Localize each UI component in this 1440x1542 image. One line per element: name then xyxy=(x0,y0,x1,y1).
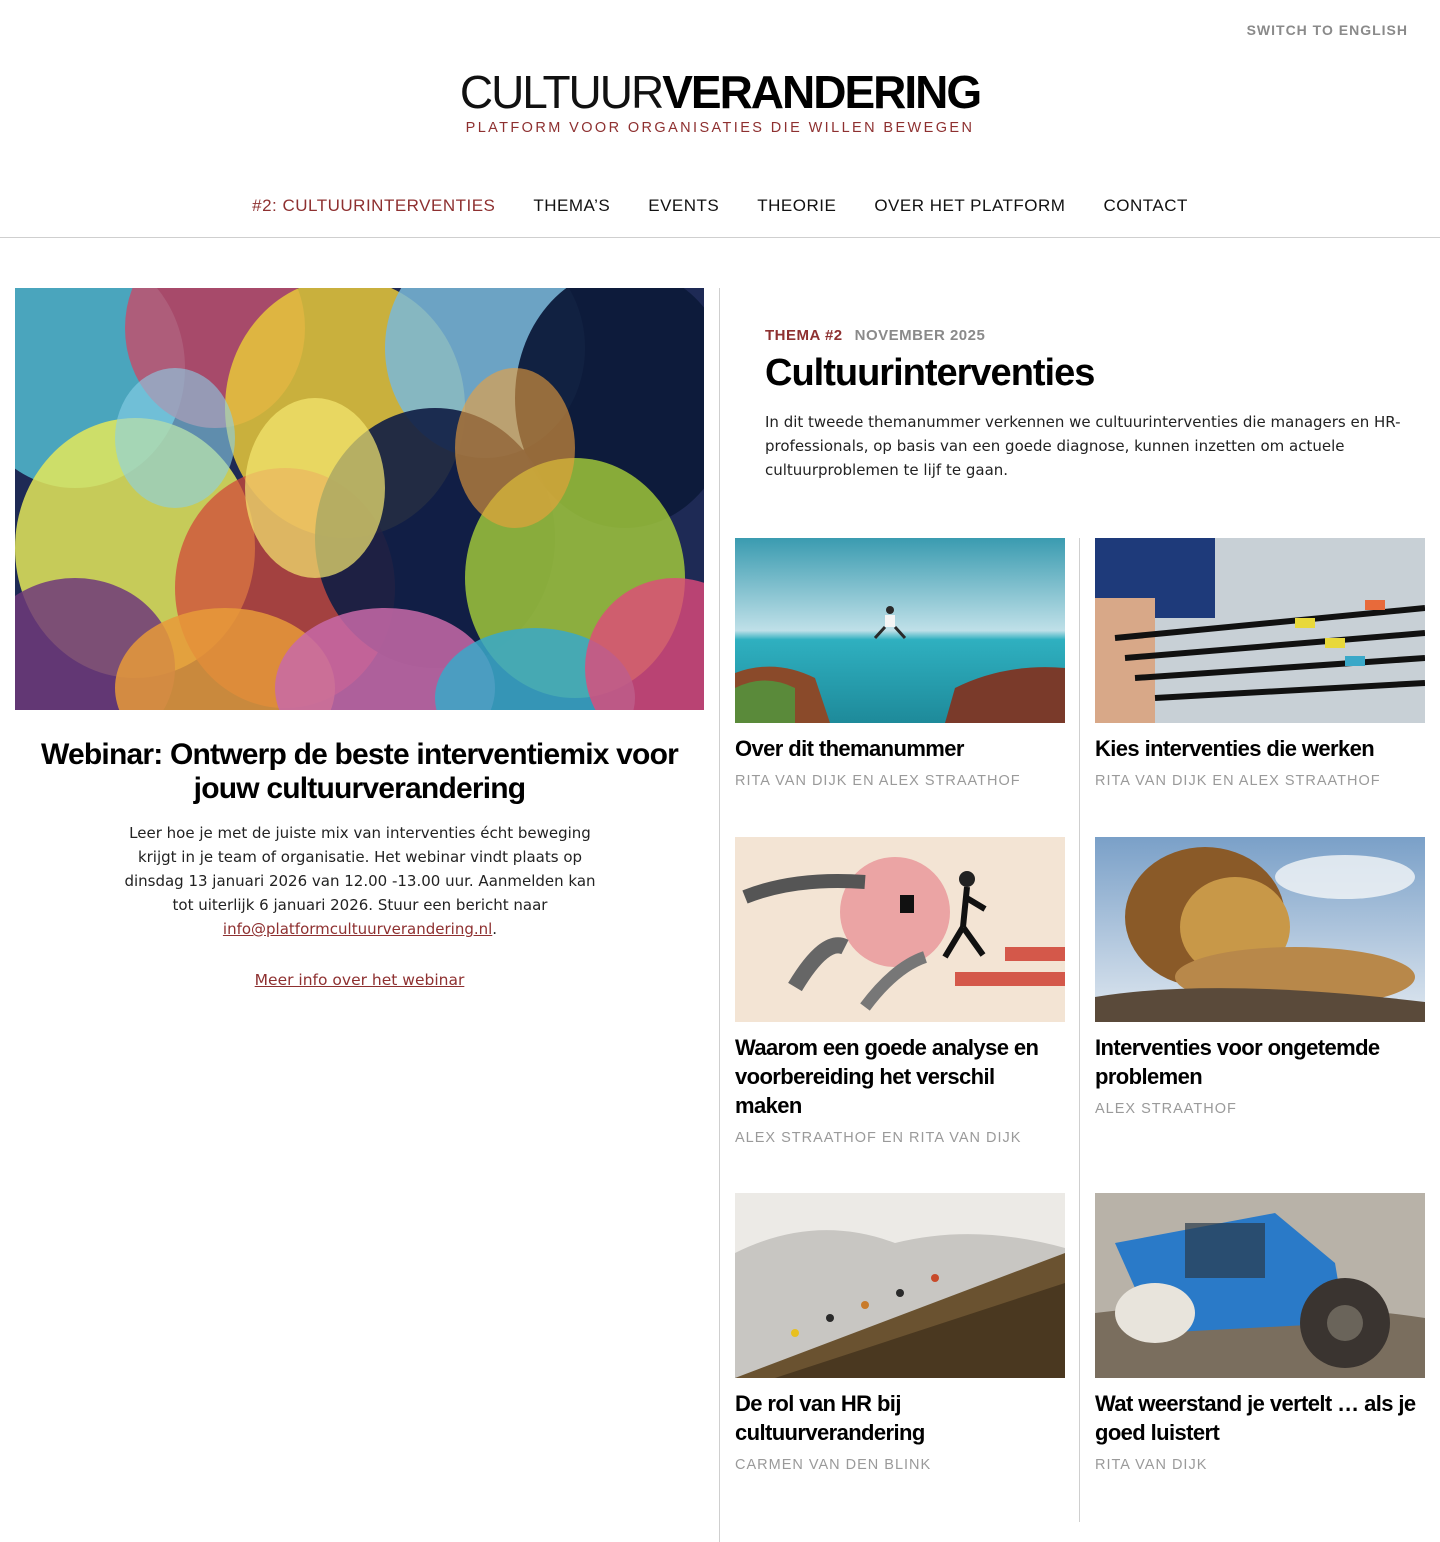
theme-meta xyxy=(765,327,985,344)
feature-body-end: . xyxy=(492,920,498,938)
card-title[interactable]: Kies interventies die werken xyxy=(1095,736,1375,761)
site-logo[interactable] xyxy=(0,68,1440,136)
theme-date: NOVEMBER 2025 xyxy=(854,327,986,344)
card-image-hikers[interactable] xyxy=(735,1193,1065,1378)
card-title[interactable]: Waarom een goede analyse en voorbereiding het verschil maken xyxy=(735,1035,1039,1118)
nav-item-events[interactable]: EVENTS xyxy=(648,196,720,215)
card-title[interactable]: Wat weerstand je vertelt … als je goed luistert xyxy=(1095,1391,1416,1445)
theme-description: In dit tweede themanummer verkennen we cultuurinterventies die managers en HR-professionals, op basis van een goede diagnose, kunnen inzetten om actuele cultuurproblemen te lijf te gaan. xyxy=(765,413,1401,479)
card-image-rowing-oars[interactable] xyxy=(1095,538,1425,723)
article-card[interactable] xyxy=(735,538,1065,789)
feature-more-link[interactable]: Meer info over het webinar xyxy=(254,971,465,989)
main-nav xyxy=(0,196,1440,216)
card-author: ALEX STRAATHOF xyxy=(1095,1101,1237,1117)
column-divider xyxy=(719,288,720,1542)
feature-email-link[interactable]: info@platformcultuurverandering.nl xyxy=(222,920,493,938)
feature-body xyxy=(120,821,600,941)
card-author: CARMEN VAN DEN BLINK xyxy=(735,1457,932,1473)
card-title[interactable]: Interventies voor ongetemde problemen xyxy=(1095,1035,1380,1089)
theme-label: THEMA #2 xyxy=(765,327,843,344)
logo-tagline: PLATFORM VOOR ORGANISATIES DIE WILLEN BEWEGEN xyxy=(465,120,975,136)
article-card[interactable] xyxy=(1095,538,1425,789)
card-author: RITA VAN DIJK EN ALEX STRAATHOF xyxy=(735,773,1021,789)
switch-language-link[interactable]: SWITCH TO ENGLISH xyxy=(1246,22,1408,38)
card-image-lion[interactable] xyxy=(1095,837,1425,1022)
nav-divider xyxy=(0,237,1440,238)
logo-bold-part: VERANDERING xyxy=(662,66,981,118)
article-card[interactable] xyxy=(1095,1193,1425,1473)
article-card[interactable] xyxy=(735,837,1065,1146)
nav-item-over-het-platform[interactable]: OVER HET PLATFORM xyxy=(874,196,1066,215)
card-title[interactable]: De rol van HR bij cultuurverandering xyxy=(735,1391,925,1445)
article-card[interactable] xyxy=(735,1193,1065,1473)
nav-item-theorie[interactable]: THEORIE xyxy=(757,196,837,215)
card-image-tractor-mud[interactable] xyxy=(1095,1193,1425,1378)
feature-image-heads[interactable] xyxy=(15,288,704,710)
card-image-collage-hands[interactable] xyxy=(735,837,1065,1022)
feature-body-text: Leer hoe je met de juiste mix van interventies écht beweging krijgt in je team of organisatie. Het webinar vindt plaats op dinsdag 13 januari 2026 van 12.00 -13.00 uur. Aanmelden kan tot uiterlijk 6 januari 2026. Stuur een bericht naar xyxy=(124,824,596,914)
card-author: ALEX STRAATHOF EN RITA VAN DIJK xyxy=(735,1130,1022,1146)
card-image-jump-over-sea[interactable] xyxy=(735,538,1065,723)
nav-item-cultuurinterventies[interactable]: #2: CULTUURINTERVENTIES xyxy=(252,196,496,215)
card-title[interactable]: Over dit themanummer xyxy=(735,736,964,761)
logo-thin-part: CULTUUR xyxy=(459,66,663,118)
card-column-divider xyxy=(1079,538,1080,1522)
theme-title: Cultuurinterventies xyxy=(765,352,1095,394)
card-author: RITA VAN DIJK xyxy=(1095,1457,1208,1473)
feature-more-wrap xyxy=(15,971,704,989)
nav-item-contact[interactable]: CONTACT xyxy=(1103,196,1188,215)
card-author: RITA VAN DIJK EN ALEX STRAATHOF xyxy=(1095,773,1381,789)
nav-item-themas[interactable]: THEMA’S xyxy=(533,196,611,215)
logo-wordmark xyxy=(0,68,1440,116)
feature-title[interactable]: Webinar: Ontwerp de beste interventiemix voor jouw cultuurverandering xyxy=(41,738,678,805)
article-card[interactable] xyxy=(1095,837,1425,1117)
